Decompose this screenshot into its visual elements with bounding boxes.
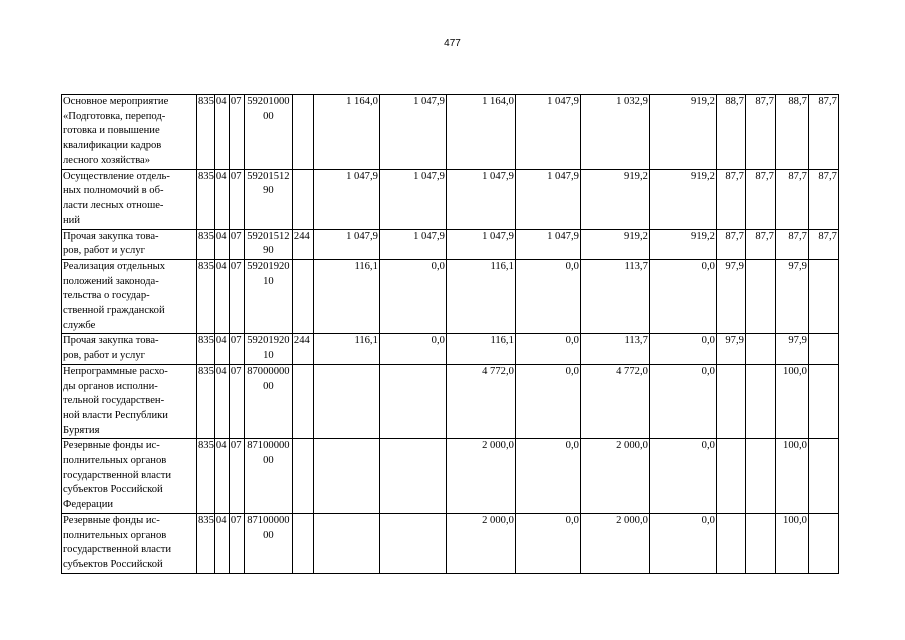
row-name-cell [62, 95, 197, 170]
percent-cell-2 [745, 439, 775, 514]
value-cell-3: 1 047,9 [446, 229, 515, 259]
admin-code-cell: 835 [197, 513, 215, 573]
section-code-cell: 04 [214, 229, 229, 259]
percent-cell-2 [745, 259, 775, 334]
value-cell-3: 1 047,9 [446, 169, 515, 229]
value-cell-2: 0,0 [379, 334, 446, 364]
target-code-cell: 5920151290 [244, 169, 292, 229]
row-name-line: тельной государствен- [63, 395, 165, 407]
row-name-line: Резервные фонды ис- [63, 440, 160, 452]
value-cell-6: 919,2 [649, 95, 716, 170]
percent-cell-2 [745, 364, 775, 439]
value-cell-2 [379, 513, 446, 573]
row-name-line: положений законода- [63, 275, 159, 287]
page-number: 477 [444, 38, 461, 49]
table-body [62, 95, 839, 574]
value-cell-5: 2 000,0 [580, 439, 649, 514]
value-cell-1: 116,1 [313, 259, 379, 334]
value-cell-6: 0,0 [649, 334, 716, 364]
percent-cell-3: 87,7 [775, 169, 808, 229]
expense-type-cell [292, 364, 313, 439]
row-name-cell [62, 439, 197, 514]
target-code-cell: 5920192010 [244, 334, 292, 364]
table-row [62, 439, 839, 514]
expense-type-cell [292, 169, 313, 229]
expense-type-cell [292, 259, 313, 334]
value-cell-3: 116,1 [446, 334, 515, 364]
row-name-line: Реализация отдельных [63, 260, 166, 272]
value-cell-4: 1 047,9 [515, 229, 580, 259]
value-cell-6: 919,2 [649, 229, 716, 259]
value-cell-1 [313, 513, 379, 573]
subsection-code-cell: 07 [229, 169, 244, 229]
value-cell-4: 0,0 [515, 513, 580, 573]
value-cell-1: 1 047,9 [313, 169, 379, 229]
row-name-line: квалификации кадров [63, 140, 162, 152]
percent-cell-4 [808, 364, 838, 439]
percent-cell-3: 97,9 [775, 259, 808, 334]
section-code-cell: 04 [214, 513, 229, 573]
row-name-line: ров, работ и услуг [63, 245, 145, 257]
percent-cell-1 [716, 364, 745, 439]
row-name-line: ласти лесных отноше- [63, 199, 164, 211]
percent-cell-1 [716, 439, 745, 514]
value-cell-1: 1 047,9 [313, 229, 379, 259]
expense-type-cell: 244 [292, 334, 313, 364]
table-row [62, 364, 839, 439]
admin-code-cell: 835 [197, 439, 215, 514]
section-code-cell: 04 [214, 169, 229, 229]
row-name-line: государственной власти [63, 469, 172, 481]
table-row [62, 334, 839, 364]
percent-cell-3: 100,0 [775, 513, 808, 573]
row-name-line: Прочая закупка това- [63, 230, 159, 242]
percent-cell-4: 87,7 [808, 95, 838, 170]
percent-cell-3: 88,7 [775, 95, 808, 170]
row-name-line: Непрограммные расхо- [63, 365, 168, 377]
row-name-cell [62, 259, 197, 334]
subsection-code-cell: 07 [229, 439, 244, 514]
table-row [62, 169, 839, 229]
value-cell-1: 116,1 [313, 334, 379, 364]
percent-cell-4 [808, 513, 838, 573]
percent-cell-3: 97,9 [775, 334, 808, 364]
row-name-line: ных полномочий в об- [63, 185, 164, 197]
expense-type-cell: 244 [292, 229, 313, 259]
row-name-line: ственной гражданской [63, 305, 165, 317]
row-name-line: Бурятия [63, 424, 100, 436]
row-name-cell [62, 364, 197, 439]
target-code-cell: 5920151290 [244, 229, 292, 259]
value-cell-5: 2 000,0 [580, 513, 649, 573]
value-cell-1 [313, 439, 379, 514]
row-name-line: Прочая закупка това- [63, 335, 159, 347]
section-code-cell: 04 [214, 259, 229, 334]
value-cell-6: 0,0 [649, 364, 716, 439]
expense-type-cell [292, 513, 313, 573]
value-cell-3: 2 000,0 [446, 439, 515, 514]
percent-cell-2 [745, 513, 775, 573]
row-name-line: субъектов Российской [63, 558, 163, 570]
budget-table [61, 94, 839, 574]
value-cell-5: 113,7 [580, 259, 649, 334]
subsection-code-cell: 07 [229, 513, 244, 573]
value-cell-4: 0,0 [515, 439, 580, 514]
admin-code-cell: 835 [197, 334, 215, 364]
percent-cell-4 [808, 334, 838, 364]
value-cell-4: 1 047,9 [515, 95, 580, 170]
target-code-cell: 8710000000 [244, 439, 292, 514]
subsection-code-cell: 07 [229, 364, 244, 439]
value-cell-1: 1 164,0 [313, 95, 379, 170]
value-cell-5: 113,7 [580, 334, 649, 364]
value-cell-6: 919,2 [649, 169, 716, 229]
percent-cell-1: 87,7 [716, 169, 745, 229]
value-cell-6: 0,0 [649, 513, 716, 573]
subsection-code-cell: 07 [229, 95, 244, 170]
subsection-code-cell: 07 [229, 229, 244, 259]
expense-type-cell [292, 439, 313, 514]
row-name-line: «Подготовка, перепод- [63, 110, 166, 122]
value-cell-2: 1 047,9 [379, 169, 446, 229]
value-cell-4: 0,0 [515, 334, 580, 364]
row-name-line: государственной власти [63, 544, 172, 556]
row-name-line: ний [63, 214, 81, 226]
value-cell-2: 1 047,9 [379, 95, 446, 170]
percent-cell-4 [808, 259, 838, 334]
row-name-line: Резервные фонды ис- [63, 514, 160, 526]
row-name-line: Основное мероприятие [63, 96, 169, 107]
value-cell-5: 919,2 [580, 169, 649, 229]
row-name-line: Федерации [63, 499, 114, 511]
value-cell-6: 0,0 [649, 439, 716, 514]
row-name-line: субъектов Российской [63, 484, 163, 496]
table-row [62, 95, 839, 170]
section-code-cell: 04 [214, 439, 229, 514]
row-name-line: готовка и повышение [63, 125, 160, 137]
row-name-line: службе [63, 319, 96, 331]
table-row [62, 229, 839, 259]
value-cell-2 [379, 439, 446, 514]
value-cell-4: 1 047,9 [515, 169, 580, 229]
row-name-line: ной власти Республики [63, 409, 168, 421]
percent-cell-2: 87,7 [745, 229, 775, 259]
admin-code-cell: 835 [197, 364, 215, 439]
value-cell-3: 116,1 [446, 259, 515, 334]
percent-cell-1: 87,7 [716, 229, 745, 259]
value-cell-3: 1 164,0 [446, 95, 515, 170]
admin-code-cell: 835 [197, 259, 215, 334]
row-name-line: ров, работ и услуг [63, 350, 145, 362]
percent-cell-4: 87,7 [808, 169, 838, 229]
table-row [62, 513, 839, 573]
percent-cell-3: 100,0 [775, 364, 808, 439]
percent-cell-2: 87,7 [745, 95, 775, 170]
section-code-cell: 04 [214, 95, 229, 170]
row-name-line: полнительных органов [63, 529, 167, 541]
value-cell-3: 4 772,0 [446, 364, 515, 439]
expense-type-cell [292, 95, 313, 170]
section-code-cell: 04 [214, 364, 229, 439]
value-cell-2 [379, 364, 446, 439]
value-cell-2: 0,0 [379, 259, 446, 334]
row-name-line: Осуществление отдель- [63, 170, 170, 182]
value-cell-4: 0,0 [515, 259, 580, 334]
value-cell-2: 1 047,9 [379, 229, 446, 259]
percent-cell-2 [745, 334, 775, 364]
target-code-cell: 8710000000 [244, 513, 292, 573]
target-code-cell: 5920192010 [244, 259, 292, 334]
value-cell-5: 4 772,0 [580, 364, 649, 439]
percent-cell-2: 87,7 [745, 169, 775, 229]
row-name-line: ды органов исполни- [63, 380, 158, 392]
target-code-cell: 8700000000 [244, 364, 292, 439]
percent-cell-3: 87,7 [775, 229, 808, 259]
row-name-line: полнительных органов [63, 455, 167, 467]
percent-cell-4: 87,7 [808, 229, 838, 259]
value-cell-5: 919,2 [580, 229, 649, 259]
value-cell-1 [313, 364, 379, 439]
admin-code-cell: 835 [197, 169, 215, 229]
value-cell-6: 0,0 [649, 259, 716, 334]
section-code-cell: 04 [214, 334, 229, 364]
row-name-cell [62, 229, 197, 259]
percent-cell-1: 88,7 [716, 95, 745, 170]
row-name-cell [62, 334, 197, 364]
subsection-code-cell: 07 [229, 259, 244, 334]
value-cell-5: 1 032,9 [580, 95, 649, 170]
row-name-line: лесного хозяйства» [63, 154, 151, 166]
target-code-cell: 5920100000 [244, 95, 292, 170]
value-cell-3: 2 000,0 [446, 513, 515, 573]
percent-cell-1: 97,9 [716, 259, 745, 334]
table-row [62, 259, 839, 334]
row-name-cell [62, 513, 197, 573]
subsection-code-cell: 07 [229, 334, 244, 364]
row-name-line: тельства о государ- [63, 290, 150, 302]
admin-code-cell: 835 [197, 95, 215, 170]
row-name-cell [62, 169, 197, 229]
percent-cell-1: 97,9 [716, 334, 745, 364]
percent-cell-4 [808, 439, 838, 514]
percent-cell-1 [716, 513, 745, 573]
value-cell-4: 0,0 [515, 364, 580, 439]
percent-cell-3: 100,0 [775, 439, 808, 514]
admin-code-cell: 835 [197, 229, 215, 259]
